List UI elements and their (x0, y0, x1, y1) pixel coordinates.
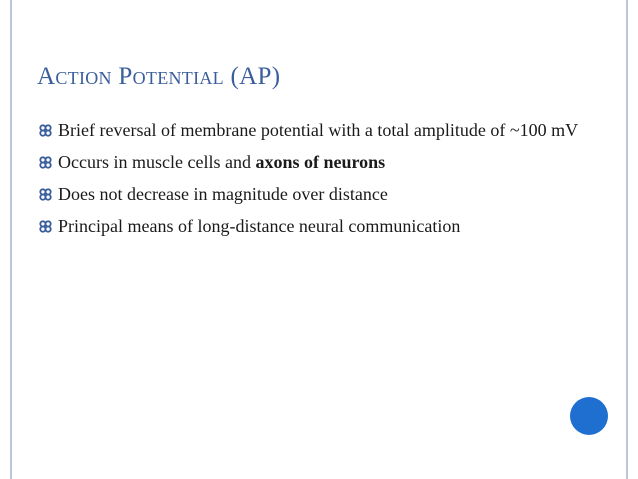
clover-bullet-icon (39, 156, 52, 169)
bullet-item (41, 150, 581, 174)
bullet-item (41, 118, 581, 142)
bullet-list (41, 118, 581, 246)
clover-bullet-icon (39, 188, 52, 201)
slide-title: Action Potential (AP) (37, 63, 281, 90)
accent-circle (570, 397, 608, 435)
slide-frame-left (10, 0, 12, 479)
bullet-item (41, 182, 581, 206)
bullet-text: Principal means of long-distance neural communication (58, 216, 461, 236)
slide-frame-right (626, 0, 628, 479)
clover-bullet-icon (39, 124, 52, 137)
bullet-text: Occurs in muscle cells and (58, 152, 256, 172)
bullet-item (41, 214, 581, 238)
bullet-text: Brief reversal of membrane potential with a total amplitude of ~100 mV (58, 120, 579, 140)
bullet-bold-text: axons of neurons (255, 152, 386, 172)
bullet-text: Does not decrease in magnitude over distance (58, 184, 388, 204)
clover-bullet-icon (39, 220, 52, 233)
